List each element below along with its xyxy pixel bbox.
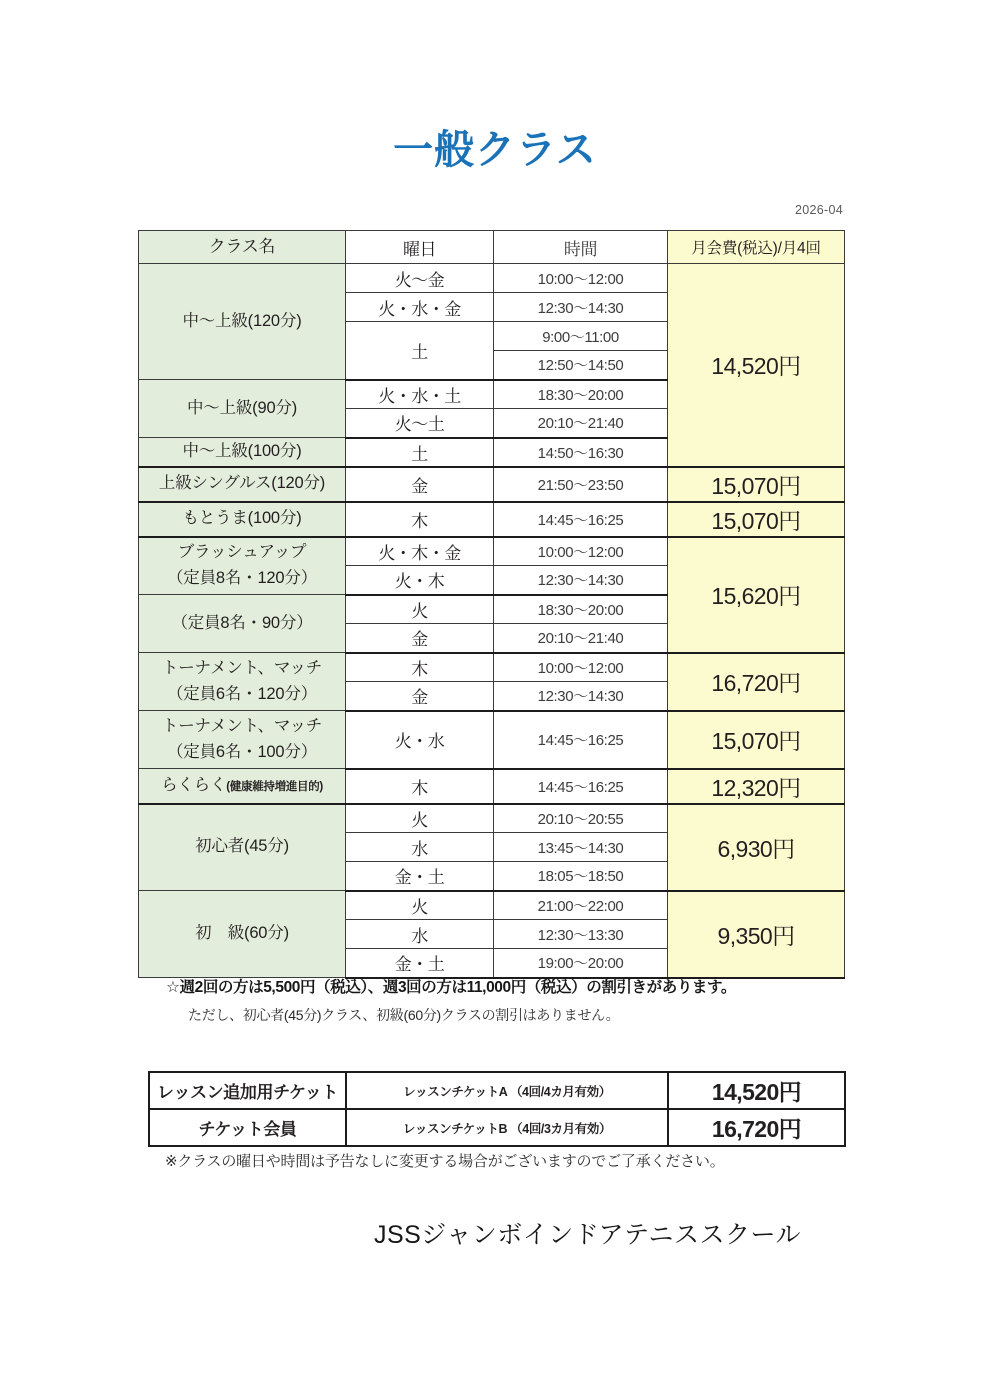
change-notice: ※クラスの曜日や時間は予告なしに変更する場合がございますのでご了承ください。 bbox=[165, 1153, 725, 1170]
ticket-fee-cell: 16,720円 bbox=[668, 1109, 845, 1146]
day-cell: 金・土 bbox=[346, 949, 494, 978]
class-name-line2: （定員8名・120分） bbox=[166, 568, 317, 587]
time-cell: 12:30〜13:30 bbox=[494, 920, 668, 949]
time-cell: 12:50〜14:50 bbox=[494, 351, 668, 380]
day-cell: 水 bbox=[346, 833, 494, 862]
day-cell: 木 bbox=[346, 653, 494, 682]
schedule-row bbox=[139, 502, 845, 537]
class-name-cell bbox=[139, 537, 346, 595]
class-name-cell bbox=[139, 653, 346, 711]
fee-cell: 15,070円 bbox=[668, 711, 845, 769]
class-name-cell: 初 級(60分) bbox=[139, 891, 346, 978]
fee-cell: 12,320円 bbox=[668, 769, 845, 804]
time-cell: 18:30〜20:00 bbox=[494, 380, 668, 409]
day-cell: 金 bbox=[346, 624, 494, 653]
schedule-row bbox=[139, 804, 845, 833]
class-name-cell: 中〜上級(120分) bbox=[139, 264, 346, 380]
ticket-name-cell: レッスン追加用チケット bbox=[149, 1072, 346, 1109]
time-cell: 12:30〜14:30 bbox=[494, 293, 668, 322]
day-cell: 火・水・土 bbox=[346, 380, 494, 409]
class-name-line2: （定員6名・120分） bbox=[166, 684, 317, 703]
day-cell: 火〜土 bbox=[346, 409, 494, 438]
day-cell: 土 bbox=[346, 438, 494, 467]
class-name-cell: 中〜上級(90分) bbox=[139, 380, 346, 438]
day-cell: 金 bbox=[346, 682, 494, 711]
ticket-row bbox=[149, 1072, 845, 1109]
class-name-sub: (健康維持増進目的) bbox=[226, 780, 323, 793]
fee-cell: 15,070円 bbox=[668, 467, 845, 502]
fee-cell: 9,350円 bbox=[668, 891, 845, 978]
schedule-row bbox=[139, 711, 845, 740]
day-cell: 木 bbox=[346, 502, 494, 537]
class-name-cell: 上級シングルス(120分) bbox=[139, 467, 346, 502]
ticket-row bbox=[149, 1109, 845, 1146]
ticket-description-cell: レッスンチケットB （4回/3カ月有効） bbox=[346, 1109, 668, 1146]
time-cell: 9:00〜11:00 bbox=[494, 322, 668, 351]
header-time: 時間 bbox=[494, 231, 668, 264]
time-cell: 18:05〜18:50 bbox=[494, 862, 668, 891]
day-cell: 木 bbox=[346, 769, 494, 804]
day-cell: 金 bbox=[346, 467, 494, 502]
fee-cell: 14,520円 bbox=[668, 264, 845, 467]
time-cell: 10:00〜12:00 bbox=[494, 653, 668, 682]
schedule-table-container bbox=[138, 230, 844, 979]
day-cell: 火 bbox=[346, 595, 494, 624]
time-cell: 21:00〜22:00 bbox=[494, 891, 668, 920]
time-cell: 14:45〜16:25 bbox=[494, 769, 668, 804]
fee-cell: 6,930円 bbox=[668, 804, 845, 891]
class-name-line1: トーナメント、マッチ bbox=[161, 658, 323, 677]
class-name-cell: （定員8名・90分） bbox=[139, 595, 346, 653]
discount-note-main: ☆週2回の方は5,500円（税込）、週3回の方は11,000円（税込）の割引きがあります。 bbox=[166, 979, 736, 996]
fee-cell: 16,720円 bbox=[668, 653, 845, 711]
ticket-table bbox=[148, 1071, 846, 1147]
schedule-row bbox=[139, 891, 845, 920]
schedule-row bbox=[139, 769, 845, 804]
ticket-fee-cell: 14,520円 bbox=[668, 1072, 845, 1109]
day-cell: 火 bbox=[346, 804, 494, 833]
time-cell: 10:00〜12:00 bbox=[494, 537, 668, 566]
time-cell: 21:50〜23:50 bbox=[494, 467, 668, 502]
class-name-line1: ブラッシュアップ bbox=[177, 543, 307, 562]
revision-stamp: 2026-04 bbox=[795, 203, 843, 217]
class-name-cell: 中〜上級(100分) bbox=[139, 438, 346, 467]
discount-note-sub: ただし、初心者(45分)クラス、初級(60分)クラスの割引はありません。 bbox=[188, 1007, 620, 1023]
time-cell: 10:00〜12:00 bbox=[494, 264, 668, 293]
time-cell: 19:00〜20:00 bbox=[494, 949, 668, 978]
class-name-cell bbox=[139, 711, 346, 769]
day-cell: 土 bbox=[346, 322, 494, 380]
ticket-name-cell: チケット会員 bbox=[149, 1109, 346, 1146]
day-cell: 火・水・金 bbox=[346, 293, 494, 322]
time-cell: 14:50〜16:30 bbox=[494, 438, 668, 467]
schedule-header-row bbox=[139, 231, 845, 264]
fee-cell: 15,620円 bbox=[668, 537, 845, 653]
school-name: JSSジャンボインドアテニススクール bbox=[373, 1221, 802, 1249]
class-name-line2: （定員6名・100分） bbox=[166, 742, 317, 761]
time-cell: 18:30〜20:00 bbox=[494, 595, 668, 624]
day-cell: 金・土 bbox=[346, 862, 494, 891]
time-cell: 20:10〜21:40 bbox=[494, 409, 668, 438]
class-name-cell: 初心者(45分) bbox=[139, 804, 346, 891]
time-cell: 13:45〜14:30 bbox=[494, 833, 668, 862]
day-cell: 火 bbox=[346, 891, 494, 920]
schedule-row bbox=[139, 653, 845, 682]
schedule-row bbox=[139, 264, 845, 293]
page-title: 一般クラス bbox=[393, 127, 597, 173]
schedule-row bbox=[139, 467, 845, 502]
day-cell: 火〜金 bbox=[346, 264, 494, 293]
fee-cell: 15,070円 bbox=[668, 502, 845, 537]
header-class-name: クラス名 bbox=[139, 231, 346, 264]
time-cell: 12:30〜14:30 bbox=[494, 682, 668, 711]
time-cell: 20:10〜21:40 bbox=[494, 624, 668, 653]
header-fee: 月会費(税込)/月4回 bbox=[668, 231, 845, 264]
schedule-row bbox=[139, 537, 845, 566]
class-name-main: らくらく bbox=[161, 775, 227, 794]
day-cell: 水 bbox=[346, 920, 494, 949]
time-cell: 12:30〜14:30 bbox=[494, 566, 668, 595]
schedule-table bbox=[138, 230, 845, 979]
day-cell: 火・水 bbox=[346, 711, 494, 769]
ticket-description-cell: レッスンチケットA （4回/4カ月有効） bbox=[346, 1072, 668, 1109]
day-cell: 火・木 bbox=[346, 566, 494, 595]
time-cell: 14:45〜16:25 bbox=[494, 502, 668, 537]
time-cell: 14:45〜16:25 bbox=[494, 711, 668, 769]
day-cell: 火・木・金 bbox=[346, 537, 494, 566]
class-name-cell: もとうま(100分) bbox=[139, 502, 346, 537]
time-cell: 20:10〜20:55 bbox=[494, 804, 668, 833]
ticket-table-container bbox=[148, 1071, 844, 1147]
header-day: 曜日 bbox=[346, 231, 494, 264]
class-name-line1: トーナメント、マッチ bbox=[161, 716, 323, 735]
class-name-cell bbox=[139, 769, 346, 804]
